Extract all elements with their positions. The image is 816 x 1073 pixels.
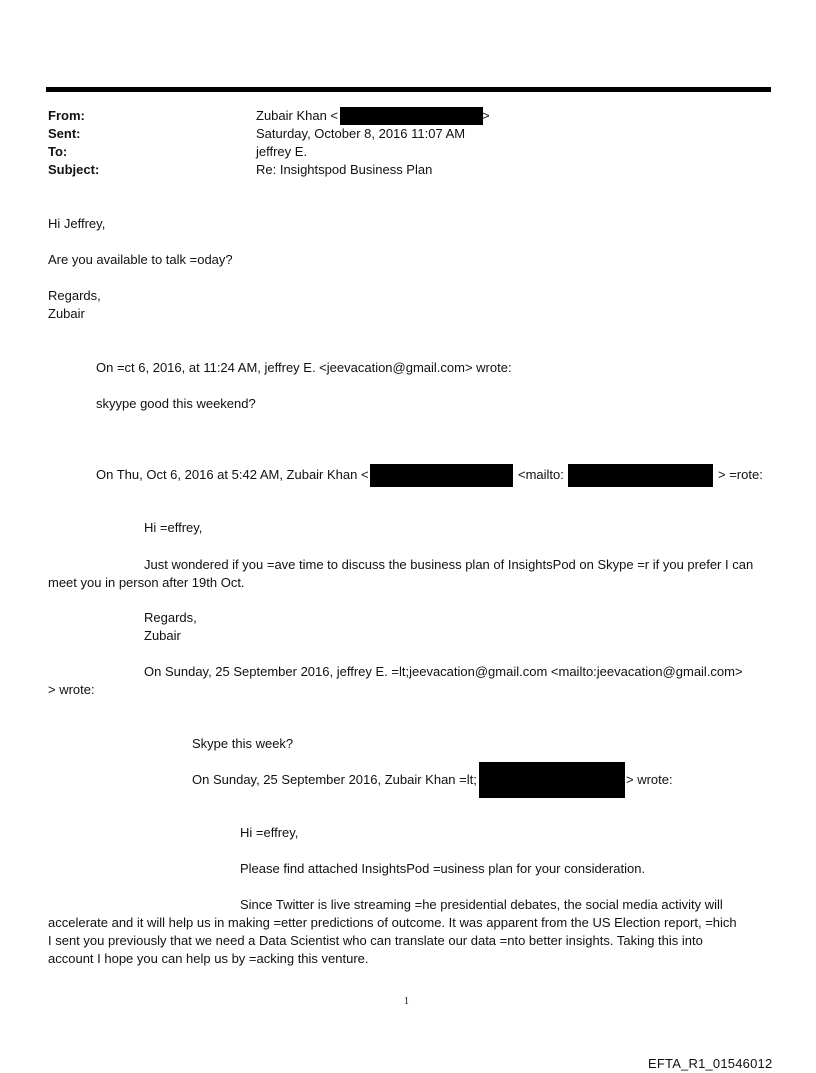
redaction-box [568, 464, 713, 487]
quote3-intro-first: On Sunday, 25 September 2016, jeffrey E. =lt;jeevacation@gmail.com <mailto:jeevacation@gmail.com> [144, 664, 743, 679]
from-close: > [482, 108, 490, 123]
body-regards: Regards, [48, 288, 101, 303]
quote2-greeting: Hi =effrey, [144, 520, 203, 535]
quote1-text: skyype good this weekend? [96, 396, 256, 411]
subject-label: Subject: [48, 162, 100, 177]
body-signature: Zubair [48, 306, 85, 321]
from-value: Zubair Khan < [256, 108, 339, 123]
redaction-box [479, 762, 625, 798]
quote4-intro-a: On Sunday, 25 September 2016, Zubair Khan =lt; [192, 772, 477, 787]
quote4-para-line: accelerate and it will help us in making =etter predictions of outcome. It was apparent from the US Election report, =hich [48, 915, 737, 930]
quote2-signature: Zubair [144, 628, 181, 643]
quote4-para-line: Since Twitter is live streaming =he presidential debates, the social media activity will [240, 897, 723, 912]
from-label: From: [48, 108, 85, 123]
quote2-intro-c: > =rote: [718, 467, 763, 482]
quote4-text: Please find attached InsightsPod =usiness plan for your consideration. [240, 861, 646, 876]
redaction-box [340, 107, 483, 125]
to-value: jeffrey E. [256, 144, 308, 159]
quote4-intro-b: > wrote: [626, 772, 673, 787]
quote4-greeting: Hi =effrey, [240, 825, 299, 840]
quote2-intro-b: <mailto: [518, 467, 564, 482]
to-label: To: [48, 144, 68, 159]
quote2-intro-a: On Thu, Oct 6, 2016 at 5:42 AM, Zubair Khan < [96, 467, 369, 482]
quote4-para-line: account I hope you can help us by =acking this venture. [48, 951, 369, 966]
redaction-box [370, 464, 513, 487]
body-line: Are you available to talk =oday? [48, 252, 233, 267]
page-number: 1 [404, 996, 409, 1007]
quote2-text-first: Just wondered if you =ave time to discuss the business plan of InsightsPod on Skype =r if you prefer I can [144, 557, 754, 572]
bates-number: EFTA_R1_01546012 [648, 1056, 773, 1071]
quote2-regards: Regards, [144, 610, 197, 625]
body-greeting: Hi Jeffrey, [48, 216, 106, 231]
quote4-para-line: I sent you previously that we need a Data Scientist who can translate our data =nto better insights. Taking this into [48, 933, 703, 948]
header-rule [46, 87, 771, 92]
quote2-text-second: meet you in person after 19th Oct. [48, 575, 245, 590]
quote3-intro-second: > wrote: [48, 682, 95, 697]
quote3-text: Skype this week? [192, 736, 294, 751]
subject-value: Re: Insightspod Business Plan [256, 162, 433, 177]
sent-value: Saturday, October 8, 2016 11:07 AM [256, 126, 466, 141]
quote1-intro: On =ct 6, 2016, at 11:24 AM, jeffrey E. <jeevacation@gmail.com> wrote: [96, 360, 512, 375]
sent-label: Sent: [48, 126, 81, 141]
